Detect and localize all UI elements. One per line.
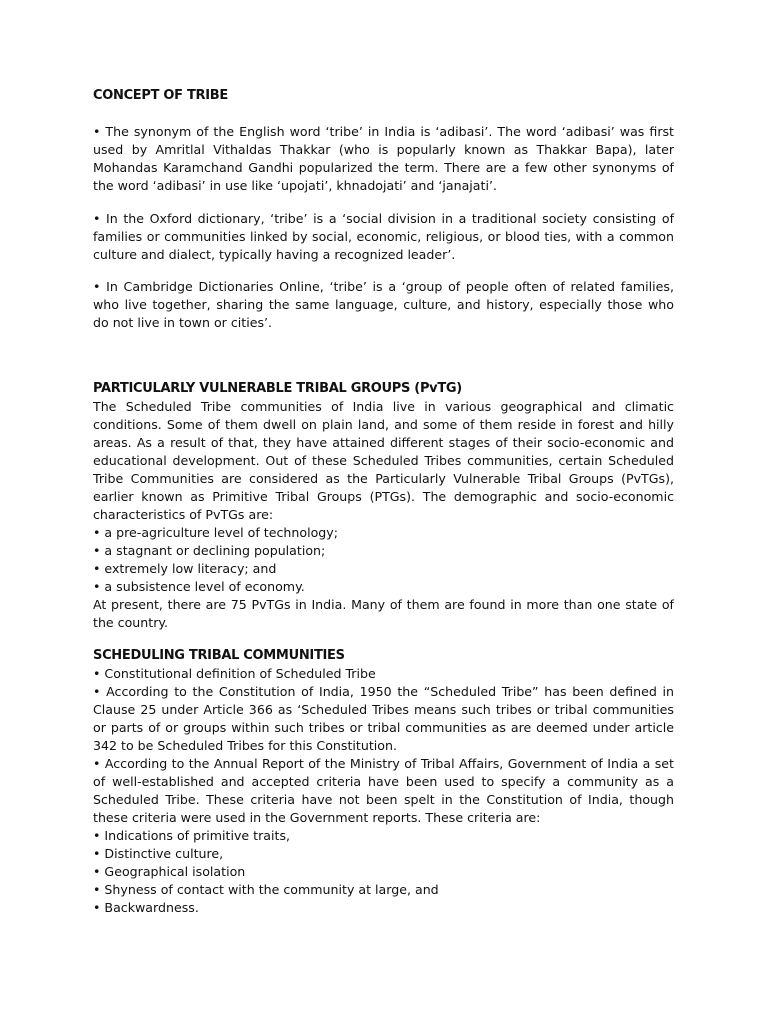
scheduling-section-body: [93, 665, 674, 917]
criteria-bullet-primitive-traits: • Indications of primitive traits,: [93, 828, 291, 843]
pvtg-bullet-technology: • a pre-agriculture level of technology;: [93, 525, 338, 540]
scheduling-constitution-paragraph: • According to the Constitution of India, 1950 the “Scheduled Tribe” has been defined in Clause 25 under Article 366 as ‘Scheduled Tribes means such tribes or tribal communities or parts of or groups within such tribes or tribal communities as are deemed under article 342 to be Scheduled Tribes for this Constitution.: [93, 684, 674, 753]
section-title-pvtg: PARTICULARLY VULNERABLE TRIBAL GROUPS (PvTG): [93, 381, 462, 396]
scheduling-annual-report-paragraph: • According to the Annual Report of the Ministry of Tribal Affairs, Government of India a set of well-established and accepted criteria have been used to specify a community as a Scheduled Tribe. These criteria have not been spelt in the Constitution of India, though these criteria were used in the Government reports. These criteria are:: [93, 756, 674, 825]
criteria-bullet-geographical-isolation: • Geographical isolation: [93, 864, 246, 879]
paragraph-adibasi-synonym: • The synonym of the English word ‘tribe’ in India is ‘adibasi’. The word ‘adibasi’ was first used by Amritlal Vithaldas Thakkar (who is popularly known as Thakkar Bapa), later Mohandas Karamchand Gandhi popularized the term. There are a few other synonyms of the word ‘adibasi’ in use like ‘upojati’, khnadojati’ and ‘janajati’.: [93, 124, 674, 193]
pvtg-closing-paragraph: At present, there are 75 PvTGs in India. Many of them are found in more than one state of the country.: [93, 597, 674, 630]
pvtg-bullet-population: • a stagnant or declining population;: [93, 543, 326, 558]
scheduling-constitutional-definition: • Constitutional definition of Scheduled Tribe: [93, 666, 376, 681]
section-title-concept-of-tribe: CONCEPT OF TRIBE: [93, 88, 228, 103]
criteria-bullet-distinctive-culture: • Distinctive culture,: [93, 846, 224, 861]
paragraph-oxford-definition: • In the Oxford dictionary, ‘tribe’ is a ‘social division in a traditional society consisting of families or communities linked by social, economic, religious, or blood ties, with a common culture and dialect, typically having a recognized leader’.: [93, 211, 674, 262]
pvtg-bullet-economy: • a subsistence level of economy.: [93, 579, 305, 594]
section-title-scheduling: SCHEDULING TRIBAL COMMUNITIES: [93, 648, 345, 663]
pvtg-bullet-literacy: • extremely low literacy; and: [93, 561, 277, 576]
paragraph-cambridge-definition: • In Cambridge Dictionaries Online, ‘tribe’ is a ‘group of people often of related families, who live together, sharing the same language, culture, and history, especially those who do not live in town or cities’.: [93, 279, 674, 330]
criteria-bullet-backwardness: • Backwardness.: [93, 900, 199, 915]
pvtg-section-body: [93, 398, 674, 632]
criteria-bullet-shyness: • Shyness of contact with the community at large, and: [93, 882, 439, 897]
pvtg-intro-paragraph: The Scheduled Tribe communities of India live in various geographical and climatic conditions. Some of them dwell on plain land, and some of them reside in forest and hilly areas. As a result of that, they have attained different stages of their socio-economic and educational development. Out of these Scheduled Tribes communities, certain Scheduled Tribe Communities are considered as the Particularly Vulnerable Tribal Groups (PvTGs), earlier known as Primitive Tribal Groups (PTGs). The demographic and socio-economic characteristics of PvTGs are:: [93, 399, 674, 522]
